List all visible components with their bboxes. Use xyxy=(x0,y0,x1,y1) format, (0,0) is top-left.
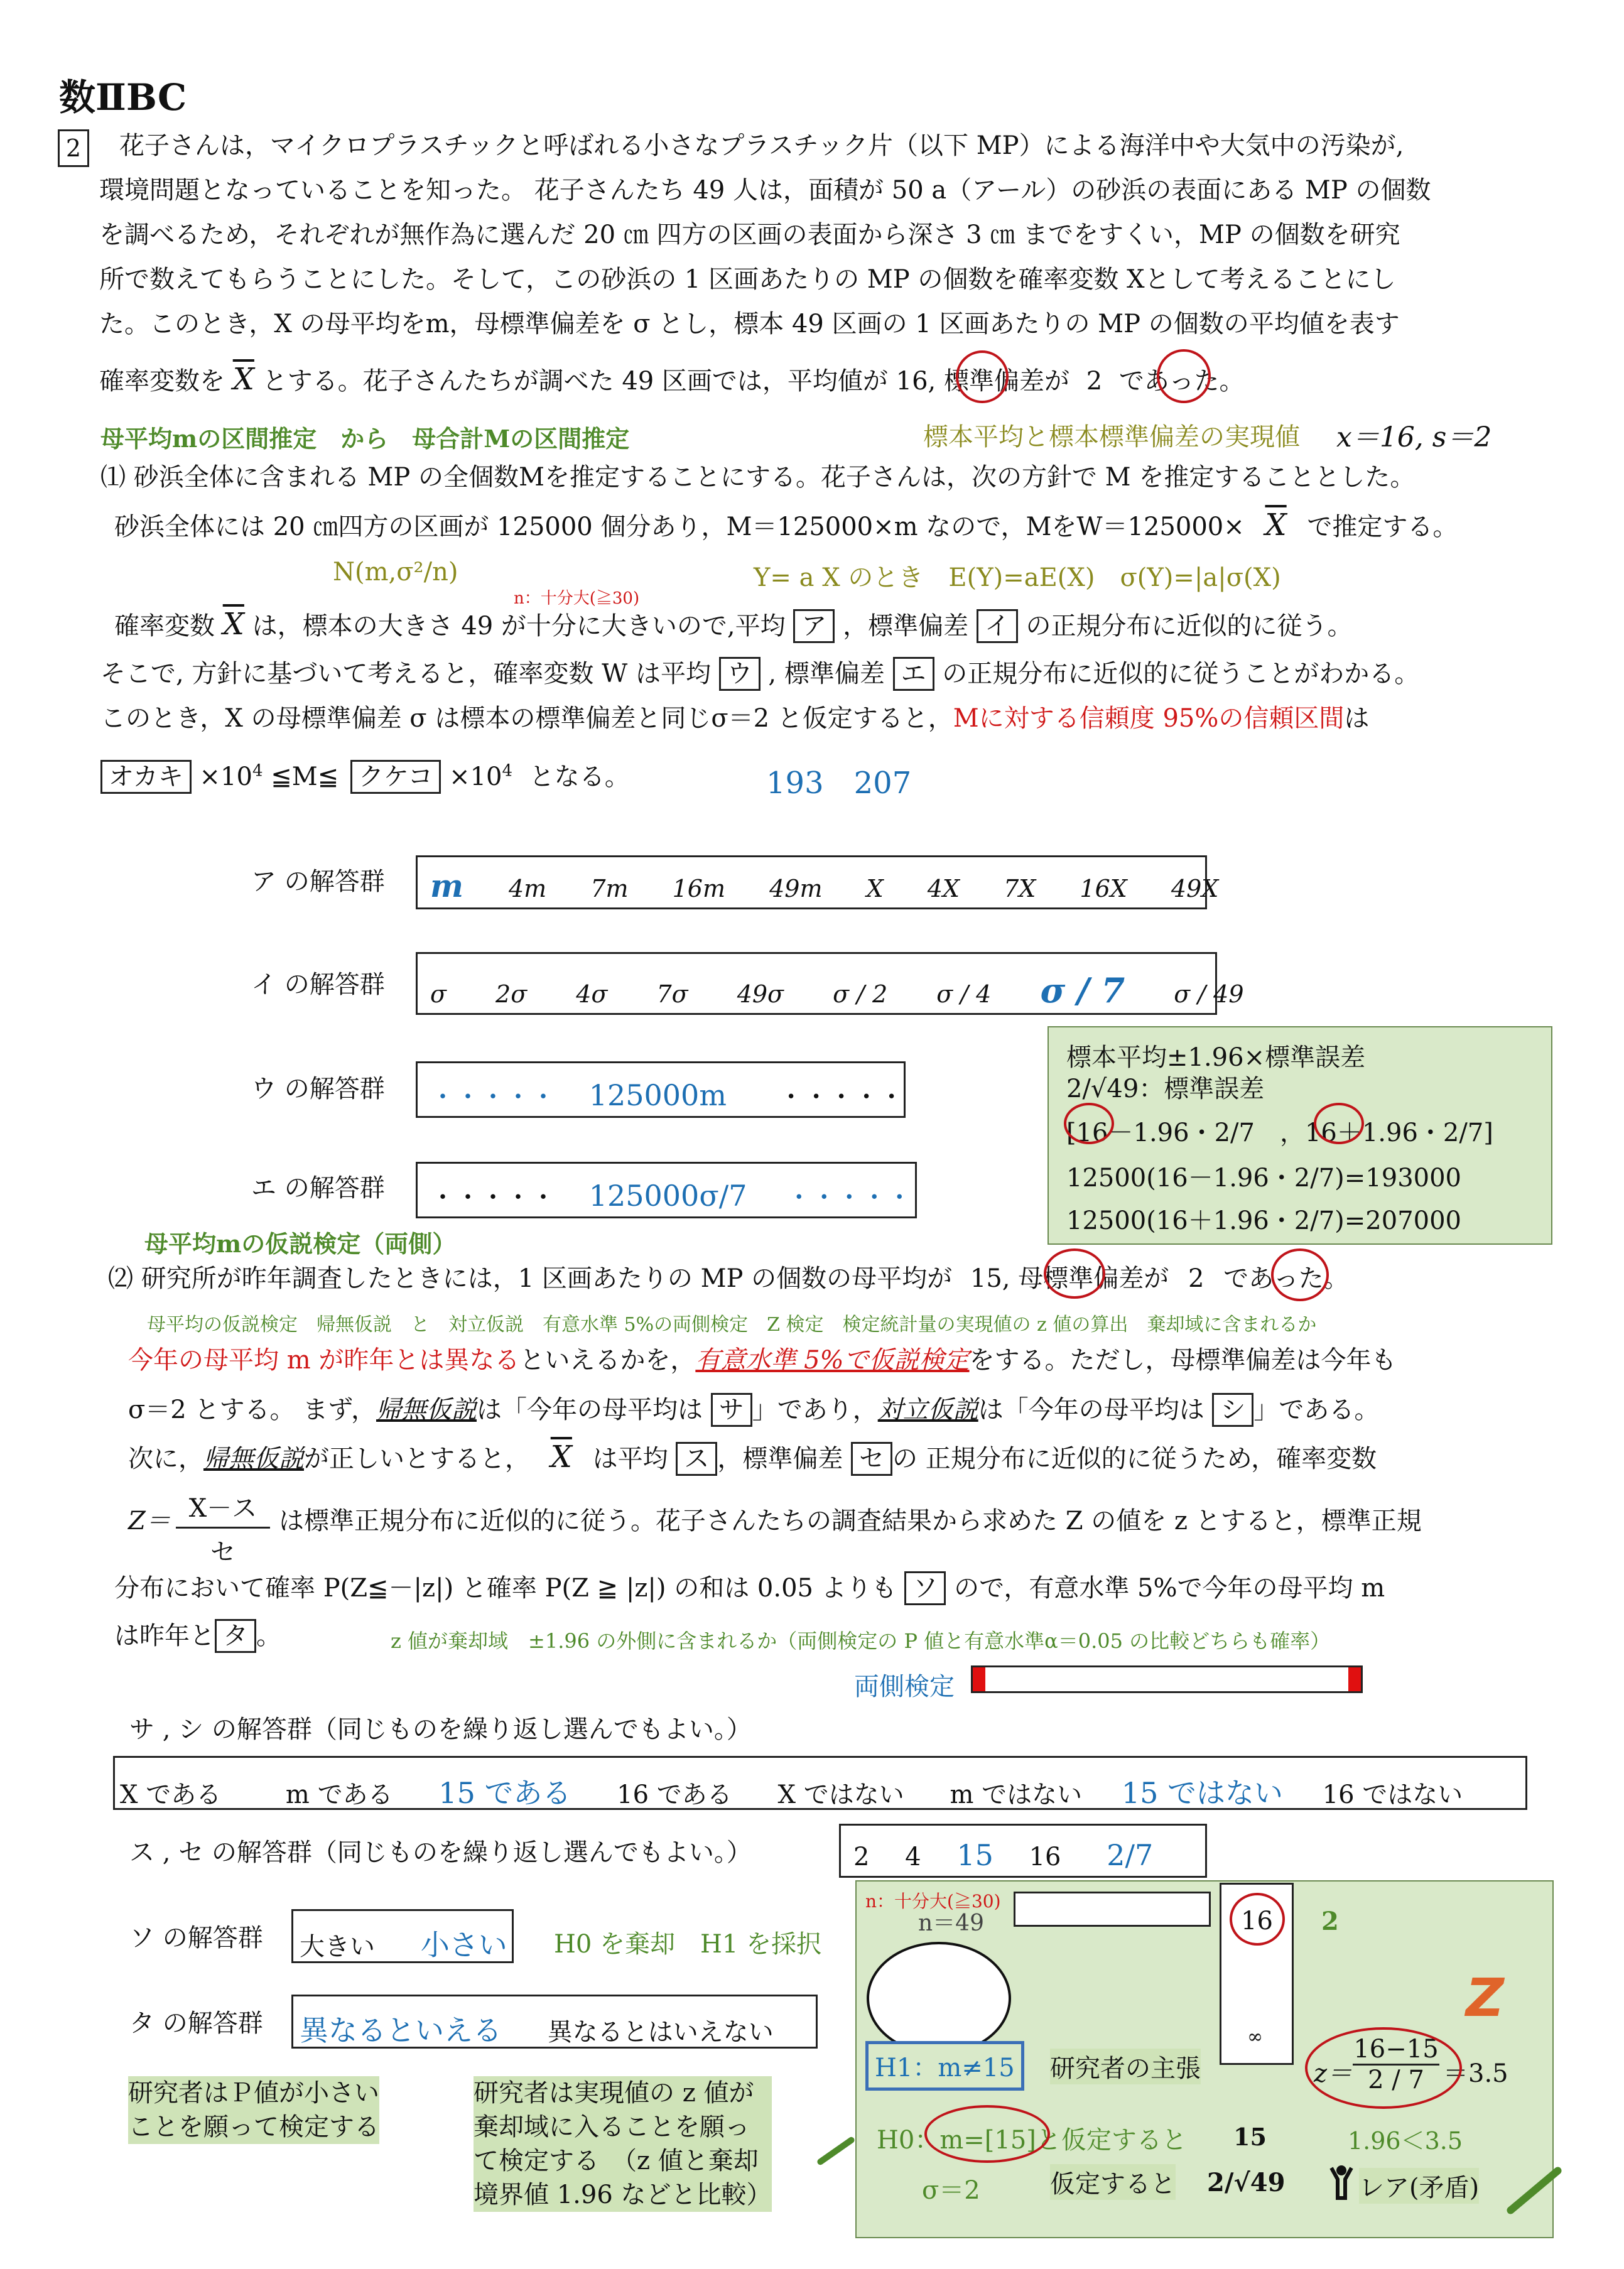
panel-z-value: ＝3.5 xyxy=(1443,2059,1508,2088)
page-title: 数ⅡBC xyxy=(59,76,187,119)
circle-panel-h0 xyxy=(924,2105,1050,2163)
reject-left xyxy=(973,1667,985,1691)
ci-calc-line5: 12500(16＋1.96・2/7)=207000 xyxy=(1066,1206,1462,1235)
part1-line-3 xyxy=(114,609,1353,643)
answer-box-se[interactable]: セ xyxy=(851,1442,892,1476)
choice-sashi-1[interactable]: X である xyxy=(120,1780,222,1809)
choice-suse-1[interactable]: 2 xyxy=(853,1843,870,1871)
intro-line-1: 花子さんは，マイクロプラスチックと呼ばれる小さなプラスチック片（以下 MP）による海洋中や大気中の汚染が, xyxy=(119,131,1404,160)
normal-note: N(m,σ²/n) xyxy=(333,558,458,587)
choice-i-4[interactable]: 7σ xyxy=(656,980,688,1008)
part1-5a: このとき，X の母標準偏差 σ は標本の標準偏差と同じσ＝2 と仮定すると， xyxy=(100,704,953,733)
choice-so-2[interactable]: 小さい xyxy=(420,1928,507,1962)
part1-line-2 xyxy=(114,507,1458,543)
answer-box-u[interactable]: ウ xyxy=(719,657,761,691)
z-letter-icon: Z xyxy=(1466,1967,1504,2028)
part2-line-7 xyxy=(114,1619,281,1653)
part2-1e: であった。 xyxy=(1223,1264,1349,1293)
part1-4c: の正規分布に近似的に従うことがわかる。 xyxy=(942,659,1420,688)
panel-rare: レア(矛盾) xyxy=(1359,2168,1479,2204)
panel-empty-box xyxy=(1014,1892,1211,1927)
part2-3a: σ＝2 とする。 まず， xyxy=(128,1395,376,1424)
choice-i-7[interactable]: σ / 4 xyxy=(936,980,992,1008)
part2-7b: 。 xyxy=(256,1622,281,1650)
part2-4c: が正しいとすると， xyxy=(304,1444,530,1473)
null-hypothesis: 帰無仮説 xyxy=(376,1395,477,1424)
answer-box-okaki[interactable]: オカキ xyxy=(100,760,192,794)
xbar-symbol-3: $\overline{X}$ xyxy=(222,607,244,642)
side-note-mid-1: 研究者は実現値の z 値が xyxy=(474,2076,772,2110)
choice-box-so xyxy=(291,1909,514,1963)
n-large-note: n：十分大(≧30) xyxy=(514,589,640,608)
part2-line-5b: は標準正規分布に近似的に従う。花子さんたちの調査結果から求めた Z の値を z とすると，標準正規 xyxy=(279,1507,1422,1535)
choice-label-so: ソ の解答群 xyxy=(129,1924,263,1952)
part2-6a: 分布において確率 P(Z≦－|z|) と確率 P(Z ≧ |z|) の和は 0.05 よりも xyxy=(114,1574,897,1603)
so-note: H0 を棄却 H1 を採択 xyxy=(554,1930,822,1959)
z-fraction xyxy=(176,1488,270,1568)
part2-4f: の 正規分布に近似的に従うため，確率変数 xyxy=(892,1444,1377,1473)
part2-line-1 xyxy=(108,1266,1349,1291)
choice-u-2[interactable]: 125000m xyxy=(588,1078,727,1112)
choice-e-3[interactable]: ・・・・・ xyxy=(786,1183,912,1212)
null-hypothesis-2: 帰無仮説 xyxy=(203,1444,304,1473)
part2-line-5 xyxy=(128,1508,171,1534)
answer-box-e[interactable]: エ xyxy=(893,657,934,691)
ci-calc-panel xyxy=(1047,1026,1552,1245)
side-note-mid-2: 棄却域に入ることを願っ xyxy=(474,2110,772,2144)
part1-4b: , 標準偏差 xyxy=(768,659,885,688)
intro-6b: とする。花子さんたちが調べた 49 区画では，平均値が xyxy=(262,367,888,396)
sample-value: x＝16, s＝2 xyxy=(1336,421,1492,453)
exp-2: 4 xyxy=(502,761,513,781)
answer-box-i[interactable]: イ xyxy=(977,609,1018,643)
part2-line-4 xyxy=(128,1439,1377,1476)
choice-so-1[interactable]: 大きい xyxy=(300,1932,375,1961)
panel-fifteen: 15 xyxy=(1233,2123,1267,2151)
z-label: Z＝ xyxy=(128,1507,171,1535)
part1-line-1: ⑴ 砂浜全体に含まれる MP の全個数Mを推定することにする。花子さんは，次の方針で M を推定することとした。 xyxy=(100,463,1416,492)
confidence-interval-phrase: Mに対する信頼度 95%の信頼区間 xyxy=(953,704,1345,733)
choice-a-8[interactable]: 7X xyxy=(1004,875,1036,902)
choice-a-6[interactable]: X xyxy=(866,875,884,902)
part1-4a: そこで, 方針に基づいて考えると，確率変数 W は平均 xyxy=(100,659,711,688)
choice-e-2[interactable]: 125000σ/7 xyxy=(588,1179,747,1213)
part2-2b: といえるかを， xyxy=(519,1346,696,1375)
choice-i-3[interactable]: 4σ xyxy=(576,980,608,1008)
side-note-mid xyxy=(474,2076,772,2212)
choice-suse-3[interactable]: 15 xyxy=(956,1838,993,1872)
circle-ci-16a xyxy=(1064,1103,1114,1144)
choice-label-suse: ス , セ の解答群（同じものを繰り返し選んでもよい。） xyxy=(129,1838,752,1867)
circle-ci-16b xyxy=(1314,1103,1364,1144)
choice-box-u xyxy=(416,1061,906,1118)
part1-line-6 xyxy=(100,760,630,794)
part1-3c: ，標準偏差 xyxy=(843,612,969,641)
xbar-symbol-4: $\overline{X}$ xyxy=(550,1439,572,1475)
choice-label-a: ア の解答群 xyxy=(251,867,385,896)
panel-z-den: 2 / 7 xyxy=(1368,2066,1424,2094)
section2-note: 母平均mの仮説検定（両側） xyxy=(144,1230,457,1258)
answer-box-su[interactable]: ス xyxy=(676,1442,717,1476)
choice-a-2[interactable]: 4m xyxy=(509,875,547,902)
choice-ta-1[interactable]: 異なるといえる xyxy=(300,2013,502,2047)
problem-number-text: 2 xyxy=(65,134,82,162)
choice-sashi-7[interactable]: 15 ではない xyxy=(1121,1776,1283,1810)
side-note-mid-4: 境界値 1.96 などと比較） xyxy=(474,2178,772,2212)
choice-a-3[interactable]: 7m xyxy=(590,875,629,902)
ci-calc-line1: 標本平均±1.96×標準誤差 xyxy=(1066,1043,1366,1072)
choice-box-a xyxy=(416,855,1219,909)
reject-note: z 値が棄却域 ±1.96 の外側に含まれるか（両側検定の P 値と有意水準α＝0.05 の比較どちらも確率） xyxy=(391,1629,1331,1653)
part2-1c: 母標準偏差が xyxy=(1018,1264,1169,1293)
choice-box-sashi xyxy=(113,1756,1527,1810)
intro-line-4: 所で数えてもらうことにした。そして，この砂浜の 1 区画あたりの MP の個数を確率変数 Xとして考えることにし xyxy=(99,265,1396,294)
xbar-symbol: $\overline{X}$ xyxy=(232,362,254,397)
test-keywords: 母平均の仮説検定 帰無仮説 と 対立仮説 有意水準 5%の両側検定 Z 検定 検定統計量の実現値の z 値の算出 棄却域に含まれるか xyxy=(147,1314,1317,1336)
choice-label-sashi: サ , シ の解答群（同じものを繰り返し選んでもよい。） xyxy=(129,1715,752,1744)
section1-note: 母平均mの区間推定 から 母合計Mの区間推定 xyxy=(100,425,630,453)
answer-box-kukeko[interactable]: クケコ xyxy=(350,760,441,794)
past-sd-2: 2 xyxy=(1188,1264,1204,1293)
choice-box-suse xyxy=(839,1824,1207,1878)
choice-label-i: イ の解答群 xyxy=(251,970,385,999)
linear-note: Y= a X のとき E(Y)=aE(X) σ(Y)=|a|σ(X) xyxy=(754,563,1281,592)
xbar-symbol-2: $\overline{X}$ xyxy=(1265,507,1287,543)
panel-ellipse xyxy=(867,1942,1011,2055)
person-icon xyxy=(1329,2164,1354,2202)
panel-n-note: n：十分大(≧30) xyxy=(865,1891,1001,1912)
two-sided-bar xyxy=(971,1665,1363,1693)
ci-calc-line2: 2/√49：標準誤差 xyxy=(1066,1075,1265,1103)
choice-e-1[interactable]: ・・・・・ xyxy=(430,1183,556,1212)
choice-sashi-8[interactable]: 16 ではない xyxy=(1322,1780,1463,1809)
panel-h0: H0：m=[15]と仮定すると xyxy=(877,2126,1187,2155)
panel-two: 2 xyxy=(1321,1907,1339,1936)
part2-3g: 」である。 xyxy=(1253,1395,1380,1424)
part1-3b: は，標本の大きさ 49 が十分に大きいので,平均 xyxy=(252,612,786,641)
answer-box-a[interactable]: ア xyxy=(793,609,835,643)
intro-line-3: を調べるため，それぞれが無作為に選んだ 20 ㎝ 四方の区画の表面から深さ 3 ㎝ までをすくい，MP の個数を研究 xyxy=(99,220,1400,249)
part2-line-6 xyxy=(114,1571,1385,1605)
intro-sd-value: 2 xyxy=(1086,367,1103,396)
ci-calc-line4: 12500(16－1.96・2/7)=193000 xyxy=(1066,1164,1462,1193)
part1-6d: となる。 xyxy=(529,762,630,791)
intro-6f: であった。 xyxy=(1118,367,1245,396)
choice-box-i xyxy=(416,952,1244,1015)
circle-2b xyxy=(1271,1248,1329,1301)
exp-1: 4 xyxy=(252,761,263,781)
part2-6b: ので，有意水準 5%で今年の母平均 m xyxy=(954,1574,1385,1603)
circle-sd-2 xyxy=(1157,349,1211,403)
part1-3a: 確率変数 xyxy=(114,612,215,641)
part2-7a: は昨年と xyxy=(114,1622,215,1650)
part1-2b: で推定する。 xyxy=(1307,512,1458,541)
choice-sashi-6[interactable]: m ではない xyxy=(950,1780,1083,1809)
hypothesis-phrase: 今年の母平均 m が昨年とは異なる xyxy=(128,1346,520,1375)
sample-label-note: 標本平均と標本標準偏差の実現値 xyxy=(923,423,1300,452)
circle-mean-16 xyxy=(956,350,1009,403)
choice-a-9[interactable]: 16X xyxy=(1080,875,1127,902)
choice-a-5[interactable]: 49m xyxy=(769,875,823,902)
answer-box-ta[interactable]: タ xyxy=(215,1619,256,1653)
intro-line-2: 環境問題となっていることを知った。 花子さんたち 49 人は，面積が 50 a（アール）の砂浜の表面にある MP の個数 xyxy=(99,176,1431,205)
past-mean-15: 15, xyxy=(970,1264,1010,1293)
choice-a-10[interactable]: 49X xyxy=(1171,875,1219,902)
side-note-left-1: 研究者はＰ値が小さい xyxy=(128,2076,379,2110)
choice-i-2[interactable]: 2σ xyxy=(495,980,528,1008)
panel-sixteen: 16 xyxy=(1241,1907,1273,1936)
part2-4d: は平均 xyxy=(592,1444,668,1473)
choice-a-4[interactable]: 16m xyxy=(672,875,726,902)
circle-15 xyxy=(1044,1248,1105,1299)
choice-sashi-3[interactable]: 15 である xyxy=(438,1776,571,1810)
z-numerator: X－ス xyxy=(176,1488,270,1529)
part2-4a: 次に， xyxy=(128,1444,203,1473)
choice-suse-4[interactable]: 16 xyxy=(1029,1843,1061,1871)
intro-6d: 標準偏差が xyxy=(944,367,1069,396)
part1-6b: ≦M≦ xyxy=(271,762,339,791)
choice-a-1[interactable]: m xyxy=(430,867,463,904)
panel-h1-note: 研究者の主張 xyxy=(1050,2049,1201,2084)
choice-label-u: ウ の解答群 xyxy=(251,1075,385,1103)
choice-a-7[interactable]: 4X xyxy=(927,875,960,902)
part2-3d: 」であり， xyxy=(752,1395,878,1424)
part2-4e: ，標準偏差 xyxy=(717,1444,843,1473)
panel-se: 2/√49 xyxy=(1207,2168,1286,2197)
part1-3d: の正規分布に近似的に従う。 xyxy=(1026,612,1353,641)
choice-box-ta xyxy=(291,1995,818,2049)
green-stroke-1 xyxy=(816,2136,855,2166)
choice-i-9[interactable]: σ / 49 xyxy=(1174,980,1244,1008)
choice-box-e xyxy=(416,1162,917,1218)
two-sided-label: 両側検定 xyxy=(854,1672,955,1701)
side-note-left-2: ことを願って検定する xyxy=(128,2110,379,2144)
intro-mean-value: 16, xyxy=(896,367,936,396)
choice-sashi-2[interactable]: m である xyxy=(285,1780,393,1809)
alt-hypothesis: 対立仮説 xyxy=(877,1395,978,1424)
z-denominator: セ xyxy=(210,1538,235,1567)
choice-label-ta: タ の解答群 xyxy=(129,2009,263,2038)
intro-line-6 xyxy=(99,362,1245,397)
choice-u-1[interactable]: ・・・・・ xyxy=(430,1083,556,1112)
part1-6a: ×10 xyxy=(199,762,252,791)
ci-calc-line3: [16－1.96・2/7 ，16＋1.96・2/7] xyxy=(1066,1118,1493,1147)
part1-6c: ×10 xyxy=(449,762,502,791)
intro-6a: 確率変数を xyxy=(99,367,225,396)
panel-z-label: z＝ xyxy=(1314,2059,1353,2088)
circle-panel-16 xyxy=(1230,1893,1285,1946)
choice-u-3[interactable]: ・・・・・ xyxy=(778,1083,904,1112)
choice-sashi-4[interactable]: 16 である xyxy=(617,1780,732,1809)
choice-i-6[interactable]: σ / 2 xyxy=(833,980,888,1008)
panel-assume: 仮定すると xyxy=(1050,2164,1176,2200)
part2-3c: は「今年の母平均は xyxy=(476,1395,703,1424)
panel-compare: 1.96＜3.5 xyxy=(1348,2127,1463,2155)
part1-2a: 砂浜全体には 20 ㎝四方の区画が 125000 個分あり，M＝125000×m なので，MをW＝125000× xyxy=(114,512,1245,541)
choice-label-e: エ の解答群 xyxy=(251,1174,385,1203)
part1-line-5 xyxy=(100,706,1369,731)
answer-box-shi[interactable]: シ xyxy=(1212,1393,1253,1427)
part2-3f: は「今年の母平均は xyxy=(978,1395,1204,1424)
interval-answers: 193 207 xyxy=(766,766,912,801)
part1-5c: は xyxy=(1344,704,1370,733)
part1-line-4 xyxy=(100,657,1419,691)
circle-panel-z xyxy=(1305,2027,1462,2109)
panel-n: n＝49 xyxy=(918,1910,984,1936)
answer-box-sa[interactable]: サ xyxy=(711,1393,752,1427)
choice-sashi-5[interactable]: X ではない xyxy=(777,1780,904,1809)
part2-1a: ⑵ 研究所が昨年調査したときには，1 区画あたりの MP の個数の母平均が xyxy=(108,1264,953,1293)
panel-sigma: σ＝2 xyxy=(922,2176,980,2205)
part2-line-3 xyxy=(128,1393,1379,1427)
significance-phrase: 有意水準 5%で仮説検定 xyxy=(695,1346,970,1375)
answer-box-so[interactable]: ソ xyxy=(904,1571,946,1605)
panel-h1: H1：m≠15 xyxy=(865,2041,1024,2091)
choice-i-1[interactable]: σ xyxy=(430,980,447,1008)
problem-number xyxy=(58,129,89,167)
choice-i-5[interactable]: 49σ xyxy=(737,980,784,1008)
side-note-left xyxy=(128,2076,379,2144)
part2-2d: をする。ただし，母標準偏差は今年も xyxy=(969,1346,1397,1375)
side-note-mid-3: て検定する （z 値と棄却 xyxy=(474,2144,772,2178)
choice-suse-5[interactable]: 2/7 xyxy=(1107,1838,1154,1872)
choice-suse-2[interactable]: 4 xyxy=(905,1843,921,1871)
panel-z-num: 16−15 xyxy=(1353,2035,1439,2066)
reject-right xyxy=(1348,1667,1361,1691)
panel-inf: ∞ xyxy=(1247,2026,1263,2048)
choice-i-8[interactable]: σ / 7 xyxy=(1040,970,1125,1010)
intro-line-5: た。このとき，X の母平均をm，母標準偏差を σ とし，標本 49 区画の 1 区画あたりの MP の個数の平均値を表す xyxy=(99,310,1400,338)
part2-line-2 xyxy=(128,1348,1397,1373)
choice-ta-2[interactable]: 異なるとはいえない xyxy=(547,2018,774,2047)
